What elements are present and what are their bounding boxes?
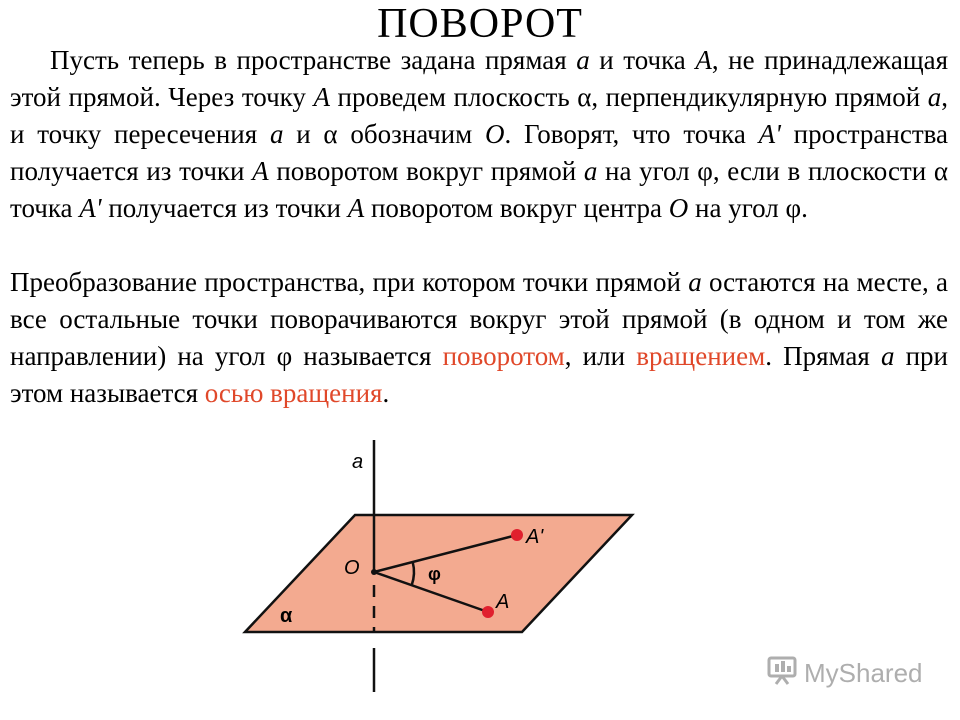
term-revolution: вращением <box>636 341 766 371</box>
center-label: O <box>344 557 360 579</box>
paragraph-definition-context: Пусть теперь в пространстве задана прямая a и точка A, не принадлежащая этой прямой. Через точку A проведем плоскость α, перпендикулярную прямой a, и точку пересечения a и α обозначим O. Говорят, что точка A' пространства получается из точки A поворотом вокруг прямой a на угол φ, если в плоскости α точка A' получается из точки A поворотом вокруг центра O на угол φ. <box>10 45 949 223</box>
point-A <box>482 606 494 618</box>
term-axis-of-rotation: осью вращения <box>204 378 383 408</box>
slide-title: ПОВОРОТ <box>377 1 583 47</box>
paragraph-definition-rotation: Преобразование пространства, при котором точки прямой a остаются на месте, а все остальные точки поворачиваются вокруг этой прямой (в одном и том же направлении) на угол φ называется поворотом, или вращением. Прямая a при этом называется осью вращения. <box>10 267 948 408</box>
plane-label: α <box>280 605 293 627</box>
angle-label: φ <box>428 564 441 584</box>
point-label: A <box>496 591 510 613</box>
point-A-prime <box>511 529 523 541</box>
presentation-icon <box>766 654 798 693</box>
image-point-label: A' <box>526 526 544 548</box>
watermark <box>766 654 923 693</box>
watermark-text: MyShared <box>804 658 923 688</box>
term-rotation: поворотом <box>442 341 565 371</box>
axis-label: a <box>352 451 364 473</box>
point-O <box>371 569 377 575</box>
